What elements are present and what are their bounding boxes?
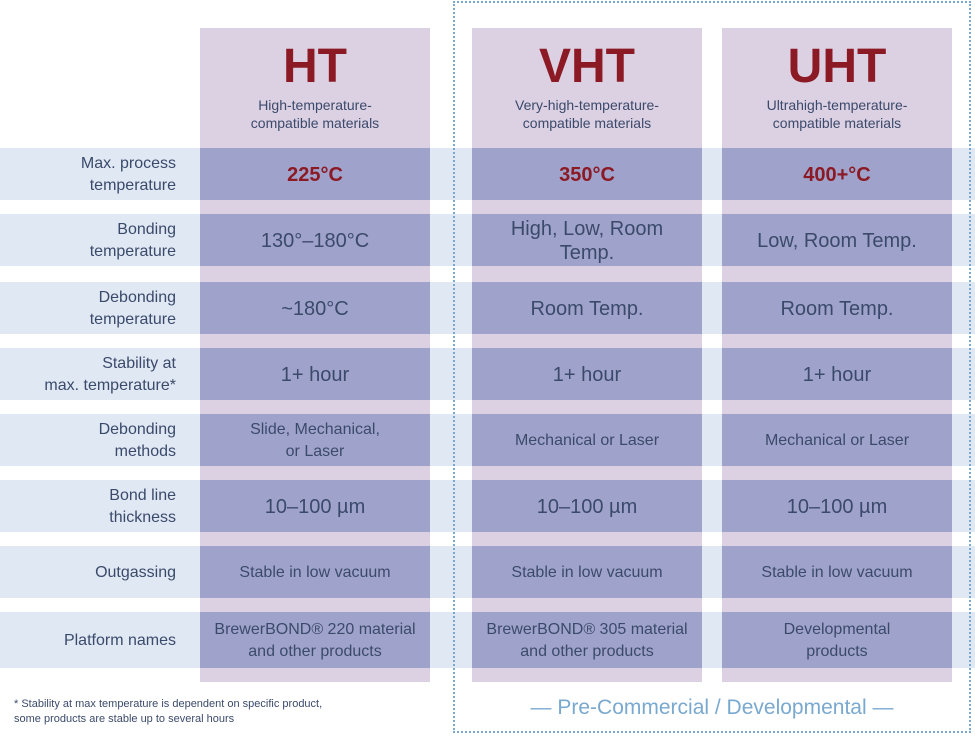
row-label: Bond line thickness <box>109 487 176 526</box>
cell-value: 1+ hour <box>280 364 350 386</box>
cell-value: High, Low, Room Temp. <box>510 218 664 264</box>
header-vht <box>472 40 702 132</box>
row-label: Bonding temperature <box>89 221 176 260</box>
header-subtitle: Very-high-temperature- compatible materials <box>515 97 659 131</box>
header-ht <box>200 40 430 132</box>
header-title: VHT <box>539 40 635 93</box>
header-subtitle: High-temperature- compatible materials <box>250 97 380 131</box>
header-title: HT <box>283 40 347 93</box>
cell-value: Room Temp. <box>780 298 894 320</box>
cell-value: Stable in low vacuum <box>511 564 663 581</box>
header-title: UHT <box>787 40 887 93</box>
cell-value: BrewerBOND® 305 material and other products <box>486 621 688 660</box>
row-label: Outgassing <box>95 564 176 581</box>
row-label: Debonding temperature <box>89 289 176 328</box>
cell-value: 130°–180°C <box>260 230 370 252</box>
row-label: Max. process temperature <box>80 155 176 194</box>
cell-value: 1+ hour <box>802 364 872 386</box>
cell-value: 350°C <box>559 163 615 186</box>
header-subtitle: Ultrahigh-temperature- compatible materials <box>766 97 908 131</box>
header-uht <box>722 40 952 132</box>
cell-value: 400+°C <box>803 163 871 186</box>
cell-value: Mechanical or Laser <box>764 432 910 449</box>
row-label: Platform names <box>63 632 176 649</box>
footnote: * Stability at max temperature is dependent on specific product, some products are stable up to several hours <box>14 698 323 725</box>
precommercial-label: — Pre-Commercial / Developmental — <box>530 696 894 719</box>
cell-value: Mechanical or Laser <box>514 432 660 449</box>
cell-value: Low, Room Temp. <box>757 230 917 252</box>
row-label: Debonding methods <box>98 421 176 460</box>
cell-value: ~180°C <box>281 298 349 320</box>
cell-value: 1+ hour <box>552 364 622 386</box>
cell-value: 10–100 µm <box>536 496 638 518</box>
cell-value: Room Temp. <box>530 298 644 320</box>
cell-value: 10–100 µm <box>786 496 888 518</box>
cell-value: 10–100 µm <box>264 496 366 518</box>
cell-value: Stable in low vacuum <box>761 564 913 581</box>
cell-value: BrewerBOND® 220 material and other products <box>214 621 416 660</box>
cell-value: Slide, Mechanical, or Laser <box>250 421 380 460</box>
cell-value: Stable in low vacuum <box>239 564 391 581</box>
row-label: Stability at max. temperature* <box>44 355 176 394</box>
cell-value: Developmental products <box>783 621 891 660</box>
cell-value: 225°C <box>287 163 343 186</box>
